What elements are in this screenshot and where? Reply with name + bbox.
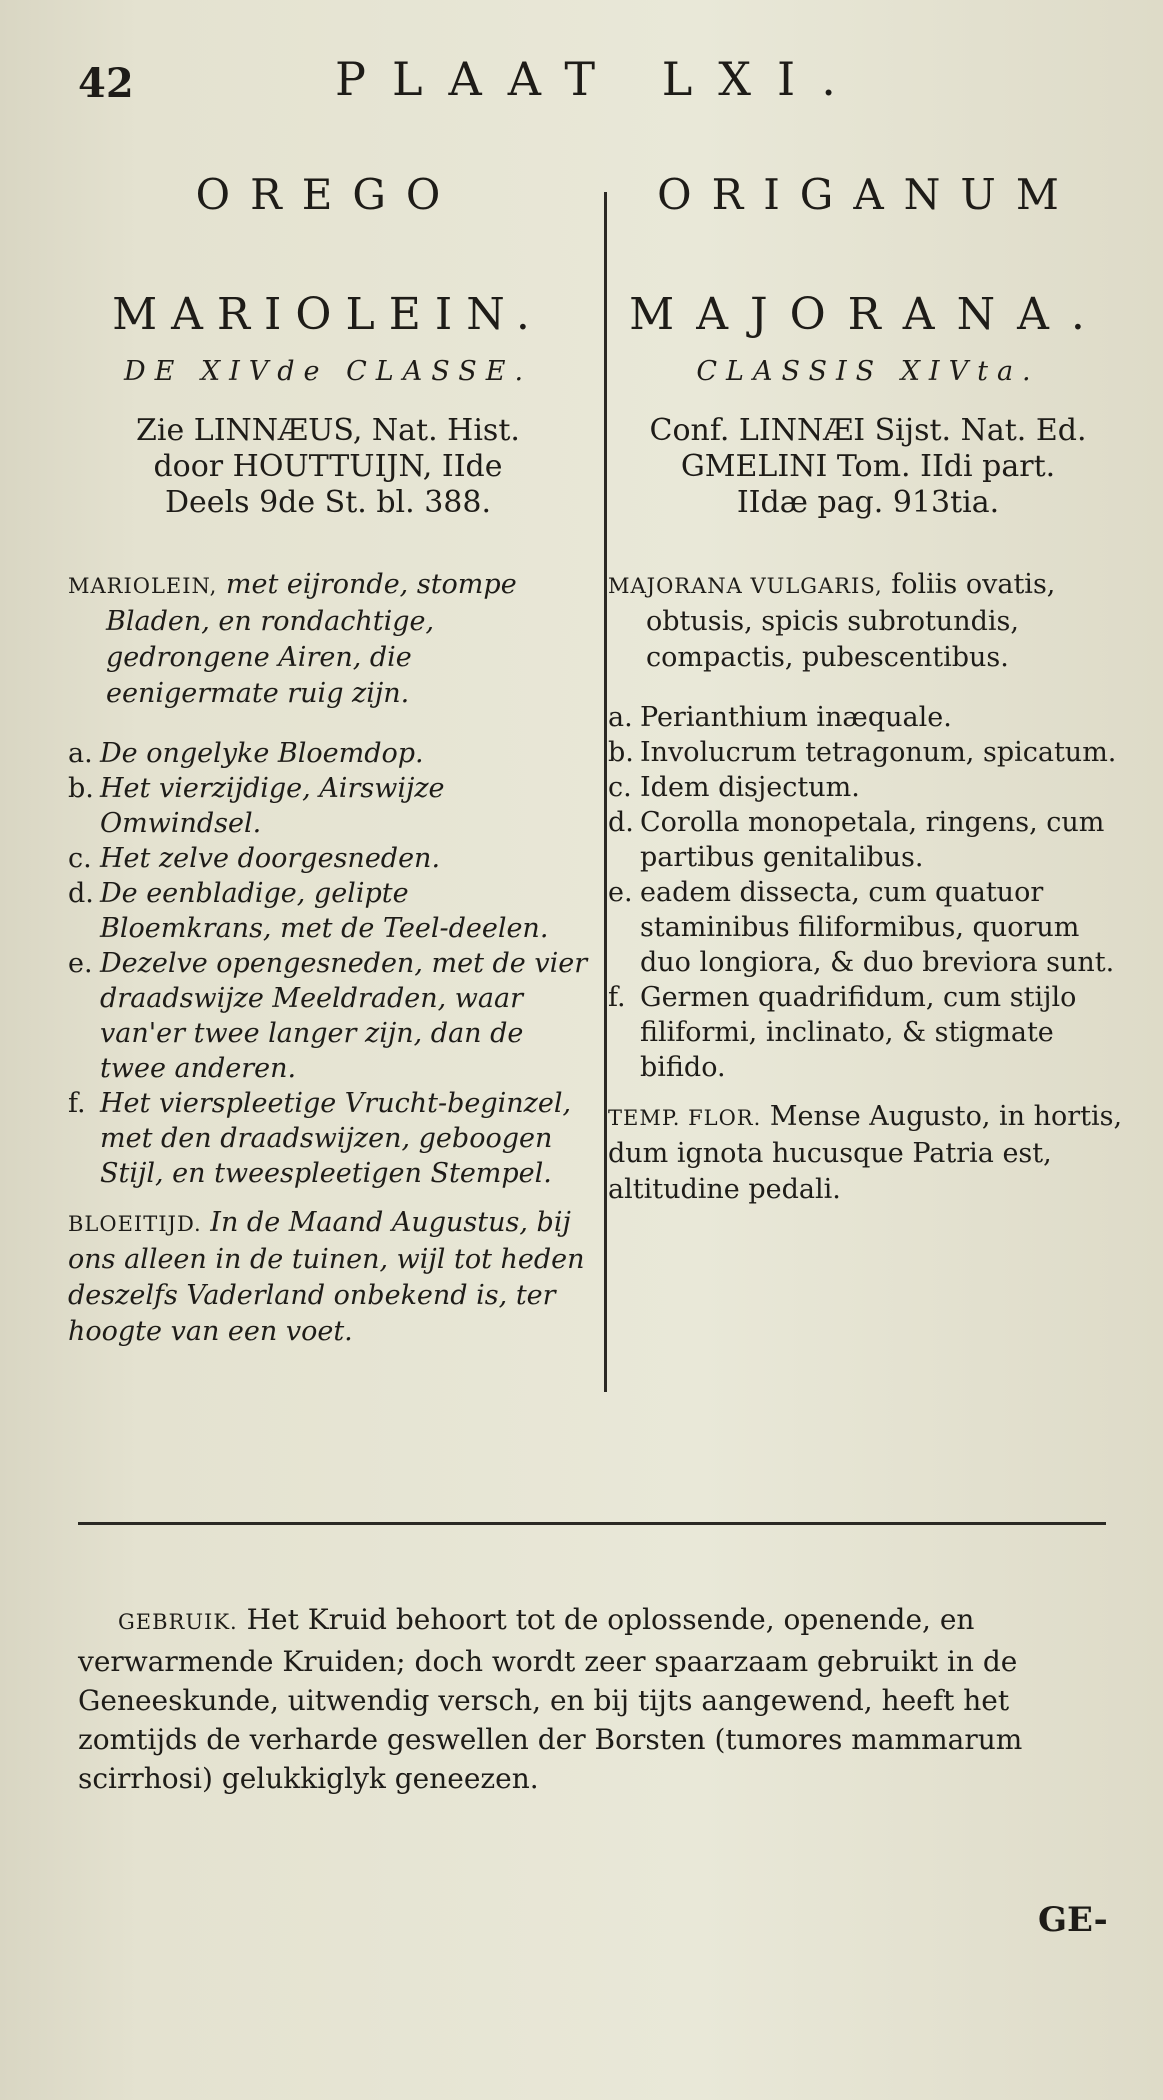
right-flowering-text: Mense Augusto, in hortis, dum ignota hucusque Patria est, altitudine pedali. (608, 1101, 1123, 1205)
list-item (68, 771, 588, 841)
part-text: Het zelve doorgesneden. (100, 843, 441, 874)
left-class-label: DE XIVde CLASSE. (123, 356, 533, 387)
list-item (68, 1086, 588, 1191)
part-label: f. (68, 1088, 86, 1119)
part-label: e. (608, 877, 633, 908)
list-item (608, 875, 1128, 980)
right-genus-title: ORIGANUM (657, 170, 1079, 219)
section-rule (78, 1522, 1106, 1525)
part-label: b. (68, 773, 94, 804)
usage-lead: GEBRUIK. (118, 1610, 238, 1634)
column-divider (604, 192, 607, 1392)
left-flowering-text: In de Maand Augustus, bij ons alleen in de tuinen, wijl tot heden deszelfs Vaderland onbekend is, ter hoogte van een voet. (68, 1207, 585, 1347)
usage-paragraph (78, 1600, 1108, 1798)
right-class-label: CLASSIS XIVta. (696, 356, 1040, 387)
part-text: De ongelyke Bloemdop. (100, 738, 424, 769)
list-item (68, 876, 588, 946)
right-figure-parts (608, 700, 1128, 1085)
part-text: Idem disjectum. (640, 772, 860, 803)
list-item (608, 805, 1128, 875)
left-description-text: met eijronde, stompe Bladen, en rondachtige, gedrongene Airen, die eenigermate ruig zijn. (106, 569, 517, 709)
left-species-title: MARIOLEIN. (112, 289, 544, 340)
part-text: Het vierzijdige, Airswijze Omwindsel. (100, 773, 445, 839)
right-description-lead: MAJORANA VULGARIS, (608, 574, 883, 598)
left-flowering-lead: BLOEITIJD. (68, 1212, 202, 1236)
part-text: Perianthium inæquale. (640, 702, 952, 733)
right-description-text: foliis ovatis, obtusis, spicis subrotundis, compactis, pubescentibus. (646, 569, 1056, 673)
list-item (608, 770, 1128, 805)
part-label: a. (68, 738, 93, 769)
part-label: c. (68, 843, 92, 874)
part-label: a. (608, 702, 633, 733)
left-description-lead: MARIOLEIN, (68, 574, 218, 598)
left-reference-line: Deels 9de St. bl. 388. (164, 485, 491, 520)
part-text: Involucrum tetragonum, spicatum. (640, 737, 1117, 768)
right-species-title: MAJORANA. (629, 289, 1107, 340)
part-text: Germen quadrifidum, cum stijlo filiformi, inclinato, & stigmate bifido. (640, 982, 1077, 1083)
right-reference-line: Conf. LINNÆI Sijst. Nat. Ed. (649, 413, 1087, 448)
left-genus-title: OREGO (195, 170, 461, 219)
list-item (608, 980, 1128, 1085)
list-item (68, 841, 588, 876)
part-text: Het vierspleetige Vrucht-beginzel, met den draadswijzen, geboogen Stijl, en tweespleetigen Stempel. (100, 1088, 572, 1189)
left-reference (68, 413, 588, 521)
part-text: Dezelve opengesneden, met de vier draadswijze Meeldraden, waar van'er twee langer zijn, dan de twee anderen. (100, 948, 588, 1084)
part-label: d. (68, 878, 94, 909)
right-flowering-time (608, 1099, 1128, 1208)
part-label: e. (68, 948, 93, 979)
part-text: Corolla monopetala, ringens, cum partibus genitalibus. (640, 807, 1105, 873)
part-text: De eenbladige, gelipte Bloemkrans, met de Teel-deelen. (100, 878, 549, 944)
left-figure-parts (68, 736, 588, 1191)
right-flowering-lead: TEMP. FLOR. (608, 1106, 762, 1130)
running-head: PLAAT LXI. (335, 52, 862, 106)
left-reference-line: Zie LINNÆUS, Nat. Hist. (136, 413, 520, 448)
right-column-latin (608, 170, 1128, 1208)
right-reference-line: IIdæ pag. 913tia. (736, 485, 1000, 520)
part-label: d. (608, 807, 634, 838)
catchword: GE- (1038, 1900, 1108, 1940)
left-description (68, 567, 588, 712)
list-item (68, 946, 588, 1086)
part-label: f. (608, 982, 626, 1013)
left-reference-line: door HOUTTUIJN, IIde (153, 449, 503, 484)
right-reference-line: GMELINI Tom. IIdi part. (680, 449, 1056, 484)
list-item (608, 700, 1128, 735)
left-flowering-time (68, 1205, 588, 1350)
list-item (608, 735, 1128, 770)
list-item (68, 736, 588, 771)
part-text: eadem dissecta, cum quatuor staminibus filiformibus, quorum duo longiora, & duo breviora sunt. (640, 877, 1115, 978)
left-column-dutch (68, 170, 588, 1350)
part-label: c. (608, 772, 632, 803)
right-description (608, 567, 1128, 676)
page-number: 42 (78, 60, 134, 107)
right-reference (608, 413, 1128, 521)
usage-text: Het Kruid behoort tot de oplossende, openende, en verwarmende Kruiden; doch wordt zeer spaarzaam gebruikt in de Geneeskunde, uitwendig versch, en bij tijts aangewend, heeft het zomtijds de verharde geswellen der Borsten (tumores mammarum scirrhosi) gelukkiglyk geneezen. (78, 1603, 1023, 1795)
part-label: b. (608, 737, 634, 768)
